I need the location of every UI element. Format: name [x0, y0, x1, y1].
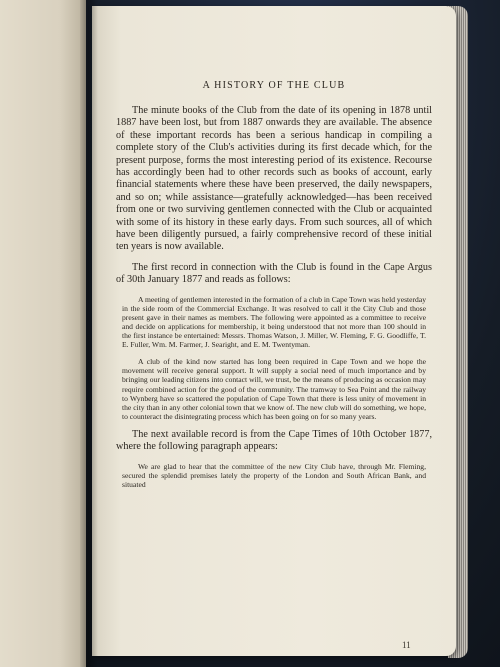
quote-club-need: A club of the kind now started has long been required in Cape Town and we hope the movement will receive general support. It will supply a social need of much importance and by bringing our leading citizens into contact will, we trust, be the means of producing as occasion may require combined action for the good of the community. The tramway to Sea Point and the railway to Wynberg have so scattered the population of Cape Town that there is less unity of movement in the city than in any other colonial town that we know of. The new club will do something, we hope, to counteract the disintegrating process which has been going on for so many years. [122, 357, 426, 421]
quote-meeting: A meeting of gentlemen interested in the formation of a club in Cape Town was held yesterday in the side room of the Commercial Exchange. It was resolved to call it the City Club and those present gave in their names as members. The following were appointed as a committee to receive and decide on applications for membership, it being understood that not more than 100 should in the first instance be entertained: Messrs. Thomas Watson, J. Miller, W. Fleming, F. G. Goodliffe, T. E. Fuller, Wm. M. Farmer, J. Searight, and E. M. Twentyman. [122, 294, 426, 350]
paragraph-intro: The minute books of the Club from the date of its opening in 1878 until 1887 have been lost, but from 1887 onwards they are available. The absence of these important records has been a serious handicap in compiling a complete story of the Club's activities during its first decade which, for the present purpose, forms the most interesting period of its existence. Recourse has accordingly been had to other records such as books of account, early financial statements where these have been preserved, the daily newspapers, and so on; while assistance—gratefully acknowledged—has been received from one or two surviving gentlemen connected with the Club or acquainted with some of its history in these early days. From such sources, all of which have been diligently pursued, a fairly comprehensive record of these initial ten years is now available. [116, 105, 432, 253]
paragraph-cape-times: The next available record is from the Cape Times of 10th October 1877, where the following paragraph appears: [116, 428, 432, 453]
page-text [116, 80, 432, 489]
left-page [0, 0, 86, 667]
running-head: A HISTORY OF THE CLUB [202, 80, 346, 91]
page-number: 11 [402, 640, 411, 650]
quote-premises: We are glad to hear that the committee of the new City Club have, through Mr. Fleming, secured the splendid premises lately the property of the London and South African Bank, and situated [122, 461, 426, 489]
book-gutter [80, 0, 98, 667]
paragraph-cape-argus: The first record in connection with the Club is found in the Cape Argus of 30th January 1877 and reads as follows: [116, 261, 432, 286]
